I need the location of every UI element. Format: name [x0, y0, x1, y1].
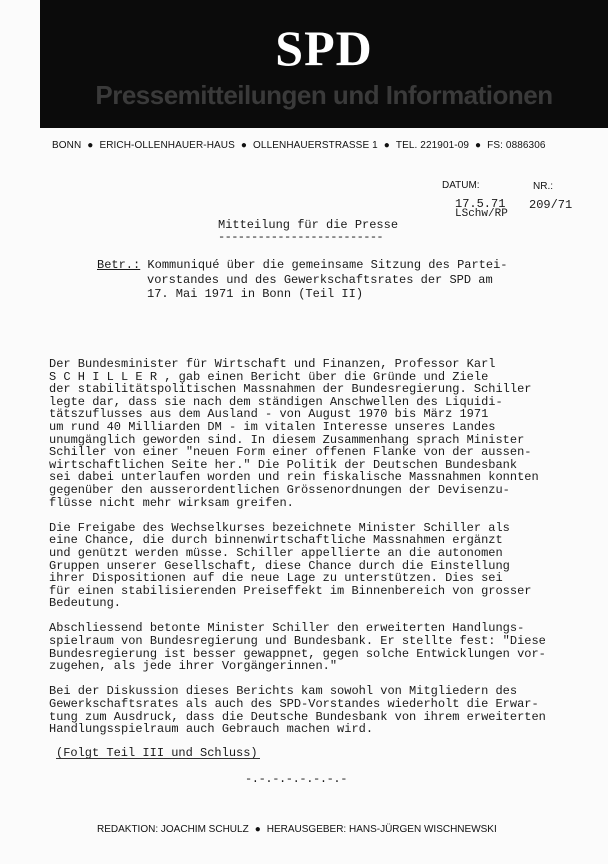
separator: -.-.-.-.-.-.-.- [245, 772, 348, 786]
address-street: OLLENHAUERSTRASSE 1 [253, 140, 378, 151]
paragraph: Der Bundesminister für Wirtschaft und Finanzen, Professor Karl S C H I L L E R , gab einen Bericht über die Gründe und Ziele der stabilitätspolitischen Massnahmen der Bundesregierung. Schiller legte dar, dass sie nach dem ständigen Anschwellen des Liquidi- tätszuflusses aus dem Ausland - von August 1970 bis März 1971 um rund 40 Milliarden DM - im vitalen Interesse unseres Landes unumgänglich geworden sind. In diesem Zusammenhang sprach Minister Schiller von einer "neuen Form einer offenen Flanke von der aussen- wirtschaftlichen Seite her." Die Politik der Deutschen Bundesbank sei dabei unterlaufen worden und rein fiskalische Massnahmen konnten gegenüber den ausserordentlichen Grössenordnungen der Devisenzu- flüsse nicht mehr wirksam greifen. [49, 357, 539, 510]
subject-line: 17. Mai 1971 in Bonn (Teil II) [147, 287, 364, 301]
continuation-underline [56, 758, 260, 759]
paragraph: Abschliessend betonte Minister Schiller den erweiterten Handlungs- spielraum von Bundesregierung und Bundesbank. Er stellte fest: "Diese Bundesregierung ist besser gewappnet, gegen solche Entwicklungen vor- zugehen, als jede ihrer Vorgängerinnen." [49, 621, 546, 674]
document-title: Mitteilung für die Presse [218, 218, 399, 232]
address-line [52, 140, 592, 151]
subject-line: Kommuniqué über die gemeinsame Sitzung des Partei- [147, 258, 508, 272]
address-phone: TEL. 221901-09 [395, 140, 470, 151]
letterhead-tagline: Pressemitteilungen und Informationen [95, 80, 553, 110]
paragraph: Bei der Diskussion dieses Berichts kam sowohl von Mitgliedern des Gewerkschaftsrates als auch des SPD-Vorstandes wiederholt die Erwar- tung zum Ausdruck, dass die Deutsche Bundesbank von ihrem erweiterten Handlungsspielraum auch Gebrauch machen wird. [49, 684, 546, 737]
datum-label: DATUM: [442, 180, 480, 191]
address-city: BONN [52, 140, 82, 151]
bullet-icon: ● [254, 824, 261, 835]
footer-publisher: HERAUSGEBER: HANS-JÜRGEN WISCHNEWSKI [266, 824, 497, 835]
continuation-note: (Folgt Teil III und Schluss) [56, 746, 258, 760]
number-value: 209/71 [529, 198, 573, 212]
bullet-icon: ● [87, 140, 94, 151]
bullet-icon: ● [383, 140, 390, 151]
body-text [49, 358, 569, 748]
footer-editor: REDAKTION: JOACHIM SCHULZ [97, 824, 249, 835]
bullet-icon: ● [240, 140, 248, 151]
footer-credits [97, 824, 497, 835]
title-underline: ------------------------- [218, 230, 384, 244]
nr-label: NR.: [533, 181, 553, 192]
subject-label: Betr.: [97, 258, 141, 272]
bullet-icon: ● [475, 140, 482, 151]
subject-line: vorstandes und des Gewerkschaftsrates der SPD am [147, 272, 493, 287]
paragraph: Die Freigabe des Wechselkurses bezeichnete Minister Schiller als eine Chance, die durch binnenwirtschaftliche Massnahmen ergänzt und genützt werden müsse. Schiller appellierte an die autonomen Gruppen unserer Gesellschaft, diese Chance durch die Einstellung ihrer Dispositionen auf die neue Lage zu unterstützen. Dies sei für einen stabilisierenden Preiseffekt im Binnenbereich von grosser Bedeutung. [49, 520, 532, 611]
spd-logo: SPD [275, 20, 373, 76]
date-value: 17.5.71 [455, 197, 506, 211]
address-telex: FS: 0886306 [487, 140, 546, 151]
signature-code: LSchw/RP [455, 208, 508, 220]
subject-block [97, 258, 537, 302]
address-building: ERICH-OLLENHAUER-HAUS [99, 140, 235, 151]
letterhead-banner [40, 0, 608, 128]
